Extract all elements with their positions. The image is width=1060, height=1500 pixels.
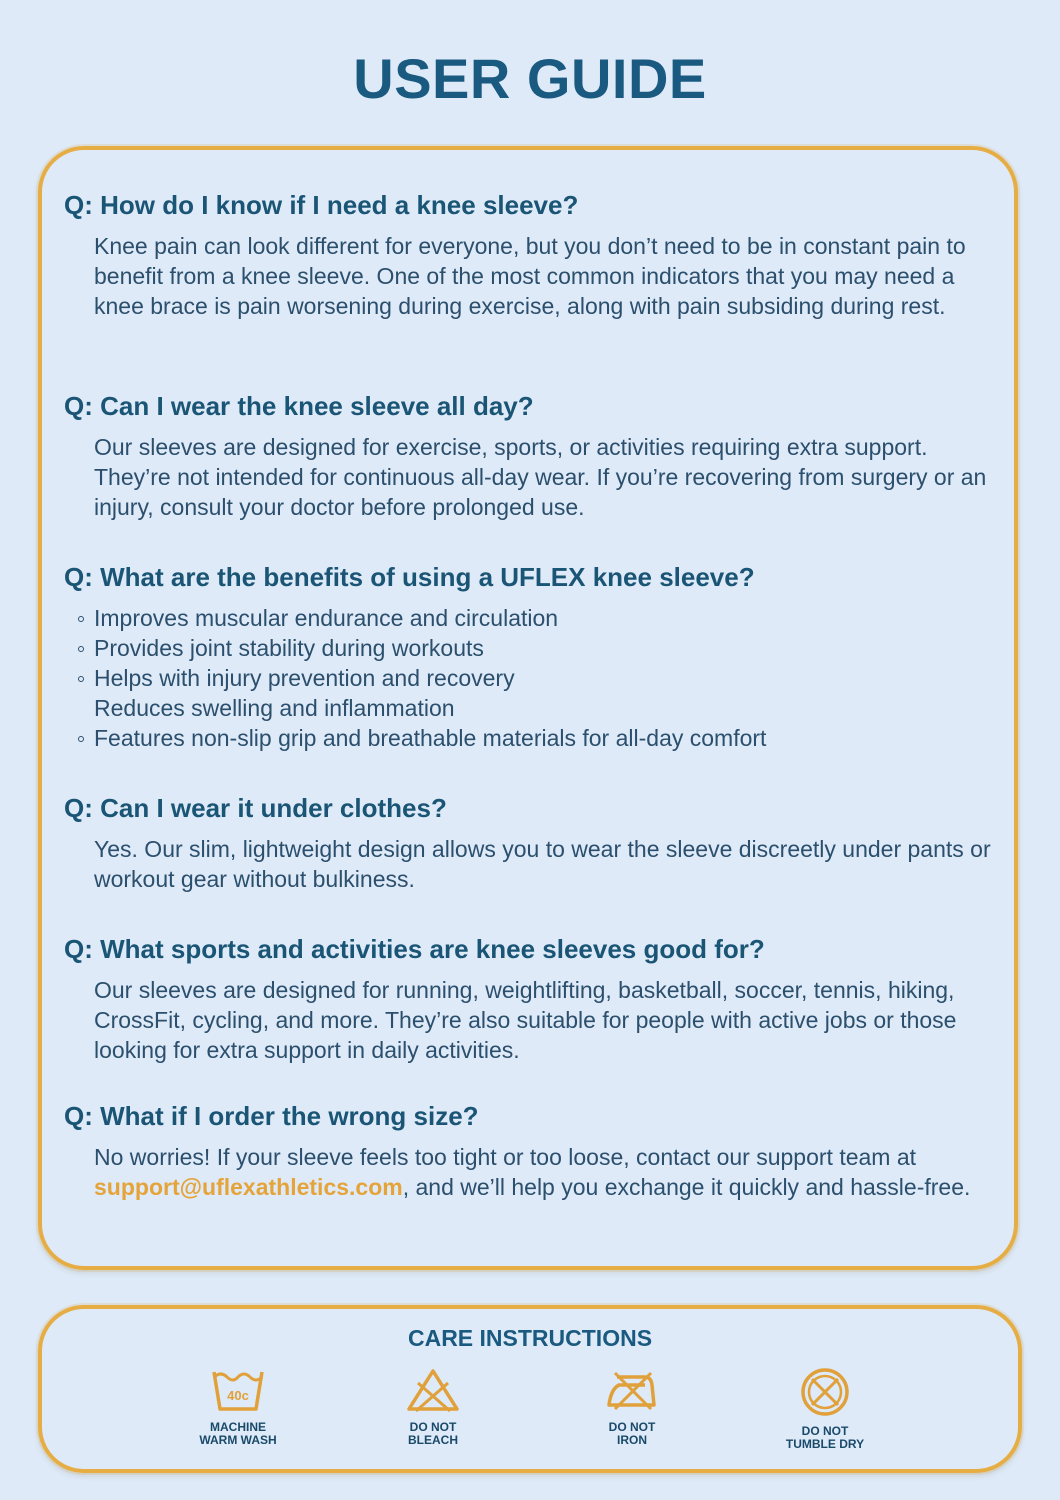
- bullet-icon: [78, 736, 84, 742]
- faq-question: Q: What if I order the wrong size?: [64, 1101, 479, 1131]
- do-not-tumble-dry-icon: [798, 1367, 852, 1417]
- do-not-iron-icon: [605, 1367, 659, 1413]
- machine-wash-40-icon: [211, 1367, 265, 1413]
- svg-text:40c: 40c: [227, 1388, 249, 1403]
- list-item: [78, 723, 994, 753]
- bullet-icon: [78, 676, 84, 682]
- list-item-text: Reduces swelling and inflammation: [94, 695, 455, 721]
- list-item-text: Improves muscular endurance and circulation: [94, 605, 559, 631]
- bullet-icon: [78, 616, 84, 622]
- care-label: DO NOT BLEACH: [408, 1420, 458, 1447]
- care-item: [353, 1367, 513, 1447]
- faq-answer: Our sleeves are designed for exercise, sports, or activities requiring extra support. They’re not intended for continuous all-day wear. If you’re recovering from surgery or an injury, consult your doctor before prolonged use.: [94, 434, 987, 520]
- care-title: CARE INSTRUCTIONS: [407, 1325, 653, 1351]
- answer-text: , and we’ll help you exchange it quickly and hassle-free.: [402, 1174, 971, 1200]
- list-item-text: Features non-slip grip and breathable materials for all-day comfort: [94, 725, 767, 751]
- list-item: [78, 693, 994, 723]
- answer-text: No worries! If your sleeve feels too tight or too loose, contact our support team at: [94, 1144, 917, 1170]
- support-email-link[interactable]: support@uflexathletics.com: [94, 1174, 403, 1200]
- faq-item: [64, 791, 994, 894]
- list-item: [78, 663, 994, 693]
- list-item-text: Provides joint stability during workouts: [94, 635, 484, 661]
- faq-question: Q: How do I know if I need a knee sleeve?: [64, 190, 579, 220]
- list-item: [78, 633, 994, 663]
- care-item: [158, 1367, 318, 1447]
- page-title: USER GUIDE: [353, 47, 707, 110]
- do-not-bleach-icon: [406, 1367, 460, 1413]
- list-item-text: Helps with injury prevention and recovery: [94, 665, 515, 691]
- benefits-list: [78, 603, 994, 753]
- faq-answer: Our sleeves are designed for running, weightlifting, basketball, soccer, tennis, hiking, CrossFit, cycling, and more. They’re also suitable for people with active jobs or those looking for extra support in daily activities.: [94, 977, 957, 1063]
- faq-item: [64, 188, 994, 321]
- faq-item: [64, 932, 994, 1065]
- faq-item: [64, 389, 994, 522]
- care-item: [745, 1367, 905, 1451]
- faq-item: [64, 1099, 994, 1202]
- care-label: DO NOT TUMBLE DRY: [785, 1424, 865, 1451]
- faq-question: Q: Can I wear it under clothes?: [64, 793, 447, 823]
- list-item: [78, 603, 994, 633]
- faq-question: Q: Can I wear the knee sleeve all day?: [64, 391, 534, 421]
- care-item: [552, 1367, 712, 1447]
- care-label: MACHINE WARM WASH: [199, 1420, 277, 1447]
- bullet-icon: [78, 646, 84, 652]
- faq-answer: Knee pain can look different for everyone, but you don’t need to be in constant pain to benefit from a knee sleeve. One of the most common indicators that you may need a knee brace is pain worsening during exercise, along with pain subsiding during rest.: [94, 233, 966, 319]
- faq-answer: Yes. Our slim, lightweight design allows you to wear the sleeve discreetly under pants or workout gear without bulkiness.: [94, 836, 991, 892]
- faq-question: Q: What are the benefits of using a UFLEX knee sleeve?: [64, 562, 755, 592]
- faq-question: Q: What sports and activities are knee sleeves good for?: [64, 934, 765, 964]
- care-instructions-panel: [38, 1305, 1022, 1473]
- care-label: DO NOT IRON: [608, 1420, 656, 1447]
- faq-answer: [94, 1142, 994, 1202]
- faq-item: [64, 560, 994, 753]
